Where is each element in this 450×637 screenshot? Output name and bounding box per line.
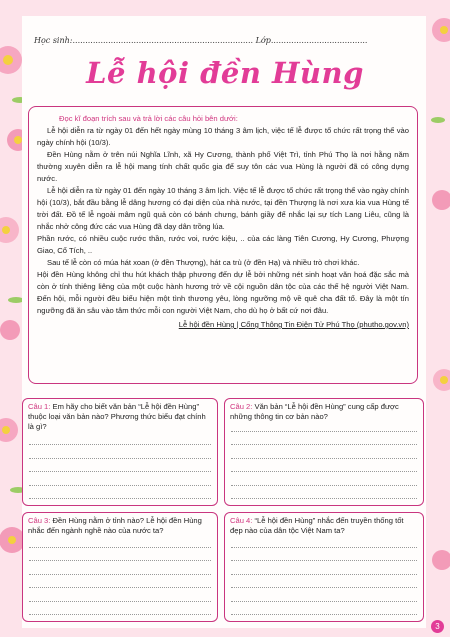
question-text: Đền Hùng nằm ở tỉnh nào? Lễ hội đền Hùng nhắc đến ngành nghề nào của nước ta? (28, 516, 202, 535)
passage-paragraph: Lễ hội diễn ra từ ngày 01 đến ngày 10 tháng 3 âm lịch. Việc tế lễ được tổ chức rất trọng thể vào ngày chính hội (10/3), bắt đầu bằng lễ dâng hương có đại diện của nhà nước, tại đền Thượng là nơi xưa kia vua Hùng tế trời đất. Đồ tế lễ ngoài mâm ngũ quả còn có bánh chưng, bánh giầy để nhắc lại sự tích Lang Liêu, cũng là nhắc nhở công đức các vua Hùng đã dạy dân trồng lúa. (37, 186, 409, 231)
page-number-badge: 3 (431, 620, 444, 633)
question-label: Câu 4: (230, 516, 253, 525)
passage-paragraph: Sau tế lễ còn có múa hát xoan (ở đền Thượng), hát ca trù (ở đền Hạ) và nhiều trò chơi khác. (47, 258, 360, 267)
question-box-2 (224, 398, 424, 506)
question-label: Câu 3: (28, 516, 51, 525)
answer-lines[interactable] (231, 418, 417, 499)
reading-instruction: Đọc kĩ đoạn trích sau và trả lời các câu hỏi bên dưới: (59, 114, 238, 123)
passage-paragraph: Lễ hội diễn ra từ ngày 01 đến hết ngày mùng 10 tháng 3 âm lịch, việc tế lễ được tổ chức rất trọng thể vào ngày chính hội (10/3). (37, 126, 409, 147)
passage-paragraph: Hội đền Hùng không chỉ thu hút khách thập phương đến dự lễ bởi những nét sinh hoạt văn hoá đặc sắc mà còn ở tính thiêng liêng của một cuộc hành hương trở về cội nguồn dân tộc của các thế hệ người Việt Nam. Đến hội, mỗi người đều biểu hiện một tình thương yêu, lòng ngưỡng mộ về quê cha đất tổ. Đây là một tín ngưỡng đã ăn sâu vào tâm thức mỗi con người Việt Nam, cho dù họ ở bất cứ nơi đâu. (37, 270, 409, 315)
question-box-1 (22, 398, 218, 506)
reading-passage-box (28, 106, 418, 384)
passage-paragraph: Đền Hùng nằm ở trên núi Nghĩa Lĩnh, xã Hy Cương, thành phố Việt Trì, tỉnh Phú Thọ là nơi hằng năm thường xuyên diễn ra lễ hội mang tính chất quốc gia để suy tôn các vua Hùng là người đã có công dựng nước. (37, 150, 409, 183)
student-info-line (34, 36, 367, 45)
question-box-3 (22, 512, 218, 622)
flower-decoration-right (428, 0, 450, 637)
page-title: Lễ hội đền Hùng (86, 56, 364, 90)
question-box-4 (224, 512, 424, 622)
question-text: Văn bản “Lễ hội đền Hùng” cung cấp được những thông tin cơ bản nào? (230, 402, 399, 421)
passage-paragraph: Phần rước, có nhiều cuộc rước thần, rước voi, rước kiệu, .. của các làng Tiên Cương, Hy Cương, Phượng Giao, Cổ Tích, .. (37, 234, 409, 255)
student-name-label: Học sinh:....................................................................... (34, 36, 254, 45)
question-label: Câu 1: (28, 402, 51, 411)
source-link[interactable]: Lễ hội đền Hùng | Cổng Thông Tin Điện Tử Phú Thọ (phutho.gov.vn) (178, 320, 409, 329)
answer-lines[interactable] (231, 534, 417, 615)
question-text: “Lễ hội đền Hùng” nhắc đến truyền thống tốt đẹp nào của dân tộc Việt Nam ta? (230, 516, 404, 535)
answer-lines[interactable] (29, 534, 211, 615)
answer-lines[interactable] (29, 432, 211, 500)
class-label: Lớp...................................... (255, 36, 368, 45)
question-text: Em hãy cho biết văn bản “Lễ hội đền Hùng” thuộc loại văn bản nào? Phương thức biểu đạt chính là gì? (28, 402, 206, 431)
question-label: Câu 2: (230, 402, 253, 411)
